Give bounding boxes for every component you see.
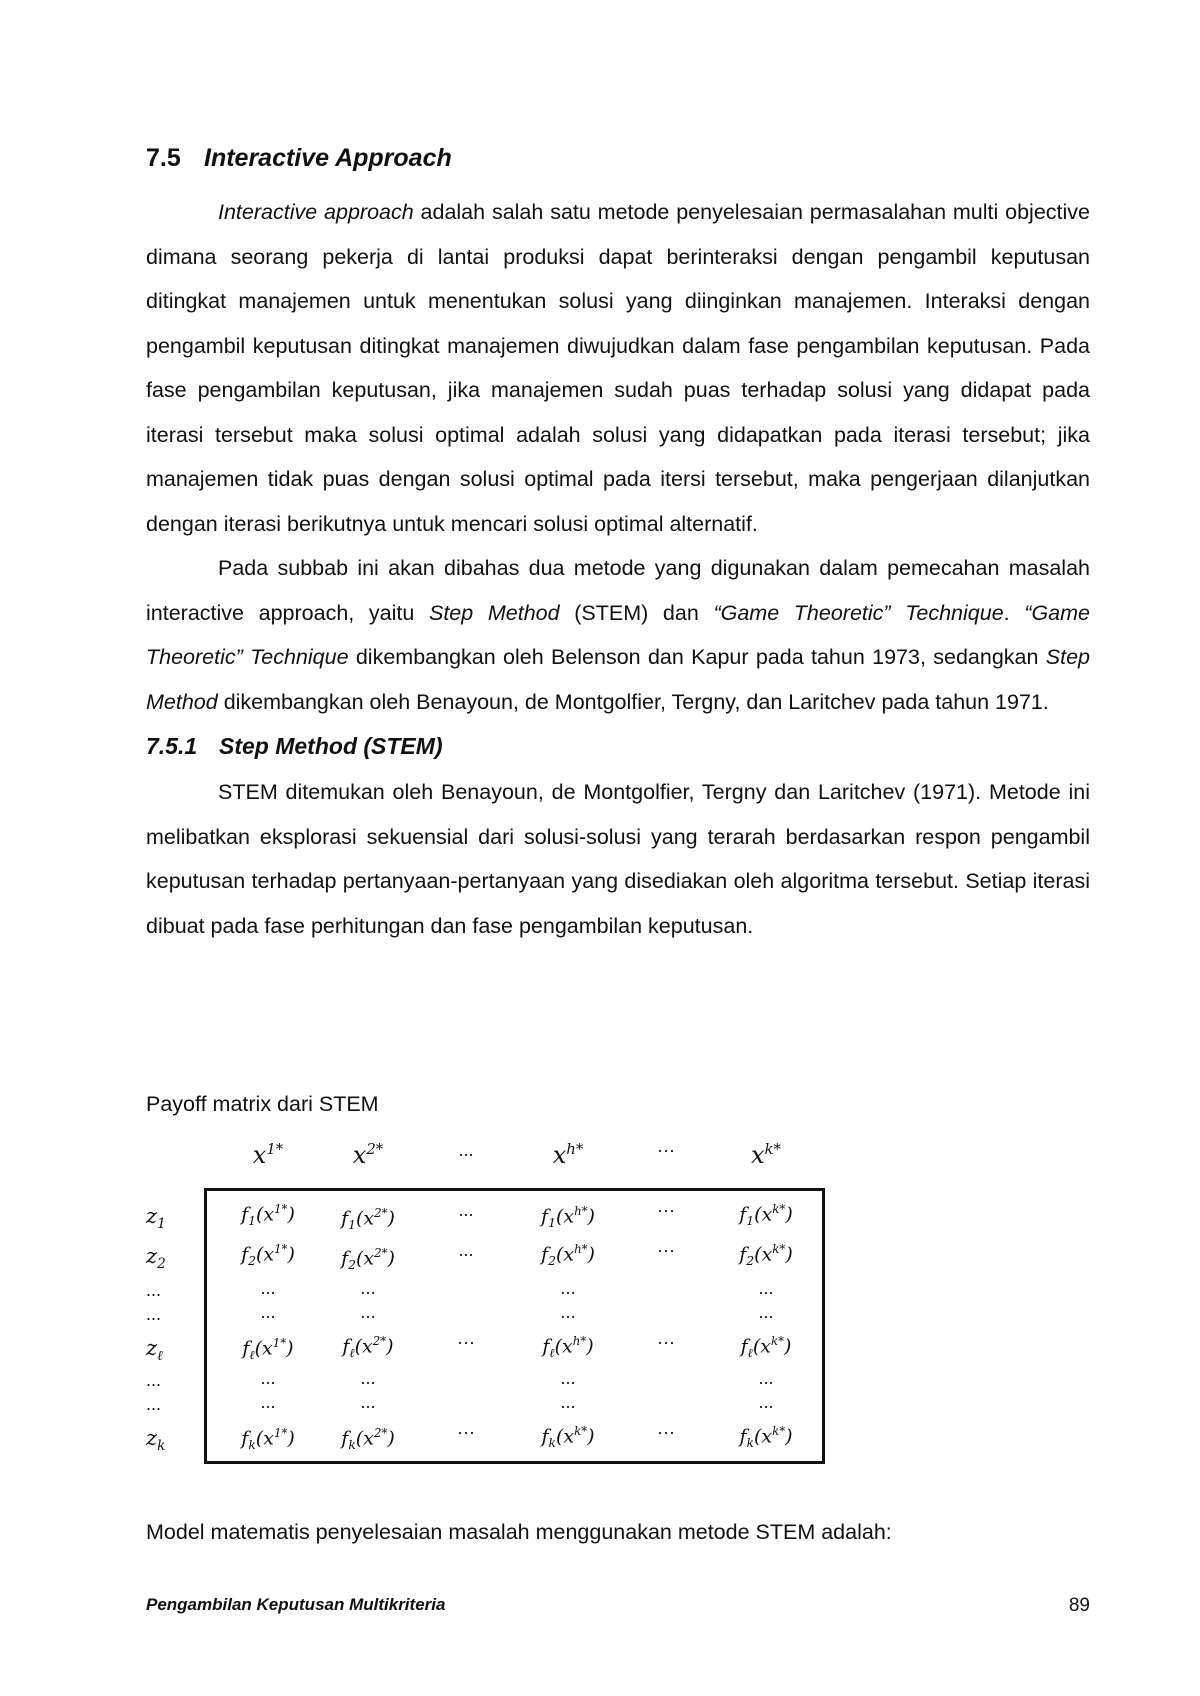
p2-text-a: Pada subbab ini akan dibahas dua metode yang digunakan dalam pemecahan masalah interactive approach, yaitu — [146, 556, 1090, 625]
matrix-cell-dots: ... — [560, 1278, 576, 1298]
matrix-cell-dots: ··· — [457, 1332, 475, 1352]
footer-title: Pengambilan Keputusan Multikriteria — [146, 1595, 446, 1614]
matrix-cell-dots: ... — [360, 1278, 376, 1298]
page-body — [146, 140, 1090, 948]
stem-paragraph: STEM ditemukan oleh Benayoun, de Montgolfier, Tergny dan Laritchev (1971). Metode ini melibatkan eksplorasi sekuensial dari solusi-solusi yang terarah berdasarkan respon pengambil keputusan terhadap pertanyaan-pertanyaan yang disediakan oleh algoritma tersebut. Setiap iterasi dibuat pada fase perhitungan dan fase pengambilan keputusan. — [146, 780, 1090, 938]
matrix-cell-dots: ... — [758, 1368, 774, 1388]
intro-emphasis: Interactive approach — [218, 200, 414, 224]
matrix-cell: $f_1(x^{k*})$ — [739, 1202, 793, 1229]
row-label-zk: $z_k$ — [146, 1426, 166, 1455]
p2-emphasis-2: “Game Theoretic” Technique — [713, 600, 1004, 625]
p2-emphasis-1: Step Method — [428, 600, 560, 625]
col-head-xk: $x^{k*}$ — [751, 1140, 781, 1169]
matrix-cell-dots: ... — [560, 1392, 576, 1412]
row-label-dots-2: ... — [146, 1304, 162, 1324]
matrix-cell-dots: ... — [260, 1368, 276, 1388]
matrix-cell: $f_\ell(x^{h*})$ — [542, 1334, 594, 1361]
section-number: 7.5 — [146, 144, 181, 172]
p2-text-e: dikembangkan oleh Benayoun, de Montgolfier, Tergny, dan Laritchev pada tahun 1971. — [217, 689, 1049, 714]
subsection-title: Step Method (STEM) — [219, 733, 443, 759]
matrix-cell-dots: ··· — [457, 1422, 475, 1442]
matrix-cell-dots: ... — [260, 1302, 276, 1322]
intro-text: adalah salah satu metode penyelesaian permasalahan multi objective dimana seorang pekerja di lantai produksi dapat berinteraksi dengan pengambil keputusan ditingkat manajemen untuk menentukan solusi yang diinginkan manajemen. Interaksi dengan pengambil keputusan ditingkat manajemen diwujudkan dalam fase pengambilan keputusan. Pada fase pengambilan keputusan, jika manajemen sudah puas terhadap solusi yang didapat pada iterasi tersebut maka solusi optimal adalah solusi yang didapatkan pada iterasi tersebut; jika manajemen tidak puas dengan solusi optimal pada itersi tersebut, maka pengerjaan dilanjutkan dengan iterasi berikutnya untuk mencari solusi optimal alternatif. — [146, 200, 1090, 536]
subsection-heading — [146, 728, 1090, 764]
row-label-dots-3: ... — [146, 1370, 162, 1390]
section-heading — [146, 140, 1090, 176]
row-label-dots-4: ... — [146, 1394, 162, 1414]
matrix-cell-dots: ... — [758, 1392, 774, 1412]
matrix-cell: $f_2(x^{h*})$ — [541, 1242, 595, 1269]
p2-text-b: (STEM) dan — [559, 600, 714, 625]
matrix-cell: $f_2(x^{2*})$ — [341, 1246, 395, 1273]
matrix-cell: $f_k(x^{1*})$ — [241, 1426, 295, 1453]
intro-paragraph-1 — [146, 190, 1090, 546]
matrix-cell: $f_1(x^{2*})$ — [341, 1206, 395, 1233]
matrix-cell: $f_1(x^{1*})$ — [241, 1202, 295, 1229]
matrix-cell-dots: ··· — [657, 1200, 675, 1220]
matrix-cell-dots: ... — [458, 1240, 474, 1260]
matrix-cell-dots: ... — [758, 1278, 774, 1298]
row-label-zl: $z_\ell$ — [146, 1336, 163, 1365]
row-label-dots-1: ... — [146, 1280, 162, 1300]
p2-emphasis-3: “Game Theoretic” Technique — [146, 600, 1090, 669]
p2-text-c: . — [1003, 600, 1025, 625]
matrix-cell: $f_k(x^{k*})$ — [541, 1424, 595, 1451]
matrix-cell: $f_k(x^{2*})$ — [341, 1426, 395, 1453]
matrix-cell: $f_\ell(x^{1*})$ — [242, 1336, 294, 1363]
row-label-z2: $z_2$ — [146, 1244, 166, 1273]
row-label-z1: $z_1$ — [146, 1204, 166, 1233]
matrix-cell: $f_2(x^{1*})$ — [241, 1242, 295, 1269]
matrix-cell-dots: ... — [260, 1278, 276, 1298]
col-head-xh: $x^{h*}$ — [552, 1140, 584, 1169]
matrix-cell-dots: ... — [360, 1368, 376, 1388]
matrix-cell: $f_k(x^{k*})$ — [739, 1424, 793, 1451]
matrix-caption: Payoff matrix dari STEM — [146, 1092, 379, 1116]
p2-emphasis-4: Step Method — [146, 645, 1090, 714]
matrix-cell-dots: ... — [758, 1302, 774, 1322]
col-head-x2: $x^{2*}$ — [352, 1140, 384, 1169]
matrix-cell-dots: ··· — [657, 1240, 675, 1260]
section-title: Interactive Approach — [204, 144, 452, 172]
p2-text-d: dikembangkan oleh Belenson dan Kapur pada tahun 1973, sedangkan — [348, 645, 1046, 669]
matrix-cell-dots: ... — [360, 1302, 376, 1322]
matrix-cell: $f_\ell(x^{2*})$ — [342, 1334, 394, 1361]
subsection-number: 7.5.1 — [146, 733, 198, 759]
matrix-cell-dots: ... — [260, 1392, 276, 1412]
matrix-cell: $f_2(x^{k*})$ — [739, 1242, 793, 1269]
matrix-cell: $f_\ell(x^{k*})$ — [740, 1334, 792, 1361]
intro-paragraph-2 — [146, 546, 1090, 724]
matrix-cell-dots: ··· — [657, 1422, 675, 1442]
matrix-cell-dots: ... — [458, 1200, 474, 1220]
matrix-cell-dots: ... — [560, 1302, 576, 1322]
page-number: 89 — [1068, 1595, 1090, 1616]
col-head-cdots: ··· — [657, 1140, 675, 1160]
matrix-cell-dots: ... — [560, 1368, 576, 1388]
closing-sentence: Model matematis penyelesaian masalah menggunakan metode STEM adalah: — [146, 1520, 892, 1544]
col-head-dots: ... — [458, 1140, 474, 1160]
matrix-cell-dots: ... — [360, 1392, 376, 1412]
col-head-x1: $x^{1*}$ — [252, 1140, 284, 1169]
page-footer — [146, 1595, 1090, 1615]
payoff-matrix — [146, 1140, 846, 1490]
matrix-cell-dots: ··· — [657, 1332, 675, 1352]
matrix-cell: $f_1(x^{h*})$ — [541, 1204, 595, 1231]
